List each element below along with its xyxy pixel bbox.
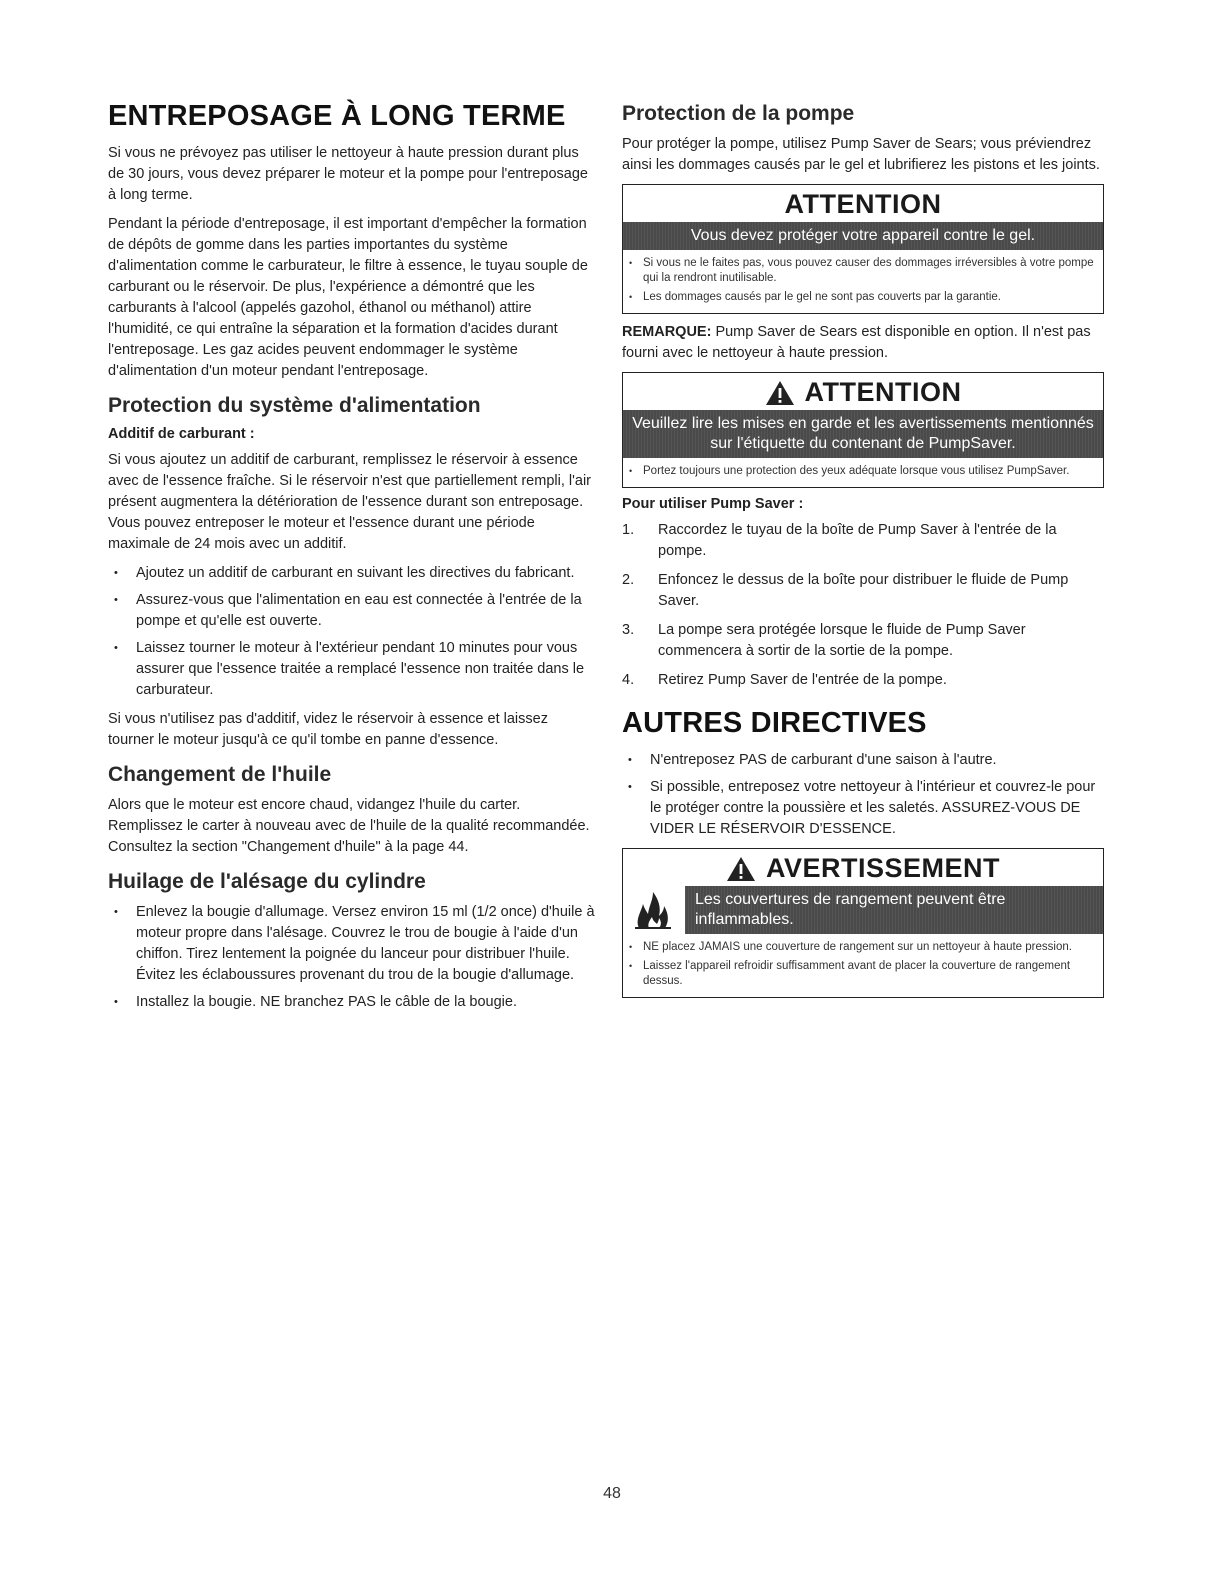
oil-change-heading: Changement de l'huile xyxy=(108,763,332,786)
step-number: 2. xyxy=(622,572,635,588)
warning-title xyxy=(623,849,1103,886)
right-column xyxy=(622,100,1104,1006)
list-item: • Laissez l'appareil refroidir suffisamment avant de placer la couverture de rangement dessus. xyxy=(623,959,1097,989)
page-number: 48 xyxy=(603,1485,621,1502)
list-item: • Si vous ne le faites pas, vous pouvez causer des dommages irréversibles à votre pompe qui la rendront inutilisable. xyxy=(623,256,1097,286)
pump-saver-steps xyxy=(622,520,1104,691)
cylinder-oiling-heading: Huilage de l'alésage du cylindre xyxy=(108,870,426,893)
other-directives-list xyxy=(622,750,1104,840)
intro-paragraph-1: Si vous ne prévoyez pas utiliser le nettoyeur à haute pression durant plus de 30 jours, vous devez préparer le moteur et la pompe pour l'entreposage à long terme. xyxy=(108,145,588,203)
list-item: • Laissez tourner le moteur à l'extérieur pendant 10 minutes pour vous assurer que l'essence traitée a remplacé l'essence non traitée dans le carburateur. xyxy=(108,638,596,701)
list-item: • Assurez-vous que l'alimentation en eau est connectée à l'entrée de la pompe et qu'elle est ouverte. xyxy=(108,590,596,632)
warning-triangle-icon xyxy=(765,380,795,406)
attention-title xyxy=(623,185,1103,222)
attention-title-text: ATTENTION xyxy=(784,189,942,219)
fuel-additive-subheading: Additif de carburant : xyxy=(108,426,255,442)
attention-bullet-list xyxy=(623,458,1103,487)
step-number: 1. xyxy=(622,522,635,538)
list-item: • Portez toujours une protection des yeux adéquate lorsque vous utilisez PumpSaver. xyxy=(623,464,1097,479)
step-text: Enfoncez le dessus de la boîte pour distribuer le fluide de Pump Saver. xyxy=(658,572,1069,609)
list-item: • N'entreposez PAS de carburant d'une saison à l'autre. xyxy=(622,750,1104,771)
attention-box-freeze xyxy=(622,184,1104,314)
cylinder-bullet-list xyxy=(108,902,596,1013)
left-column xyxy=(108,100,596,1021)
warning-bullet-list xyxy=(623,934,1103,997)
other-directives-heading: AUTRES DIRECTIVES xyxy=(622,707,927,739)
pump-protection-text: Pour protéger la pompe, utilisez Pump Saver de Sears; vous préviendrez ainsi les dommages causés par le gel et lubrifierez les pistons et les joints. xyxy=(622,136,1100,173)
step-item xyxy=(622,520,1104,562)
step-number: 3. xyxy=(622,622,635,638)
warning-triangle-icon xyxy=(726,856,756,882)
step-text: Retirez Pump Saver de l'entrée de la pompe. xyxy=(658,672,947,688)
attention-box-pumpsaver xyxy=(622,372,1104,488)
page-title: ENTREPOSAGE À LONG TERME xyxy=(108,100,566,132)
no-additive-text: Si vous n'utilisez pas d'additif, videz le réservoir à essence et laissez tourner le moteur jusqu'à ce qu'il tombe en panne d'essence. xyxy=(108,711,548,748)
warning-title-text: AVERTISSEMENT xyxy=(765,853,1001,883)
warning-band: Les couvertures de rangement peuvent être inflammables. xyxy=(685,886,1103,934)
pump-protection-heading: Protection de la pompe xyxy=(622,102,855,125)
list-item: • NE placez JAMAIS une couverture de rangement sur un nettoyeur à haute pression. xyxy=(623,940,1097,955)
remark-paragraph xyxy=(622,322,1104,364)
list-item: • Ajoutez un additif de carburant en suivant les directives du fabricant. xyxy=(108,563,596,584)
step-item xyxy=(622,670,1104,691)
list-item: • Si possible, entreposez votre nettoyeur à l'intérieur et couvrez-le pour le protéger contre la poussière et les saletés. ASSUREZ-VOUS DE VIDER LE RÉSERVOIR D'ESSENCE. xyxy=(622,777,1104,840)
attention-title xyxy=(623,373,1103,410)
remark-text: Pump Saver de Sears est disponible en option. Il n'est pas fourni avec le nettoyeur à haute pression. xyxy=(622,324,1091,361)
fire-hazard-icon xyxy=(623,886,685,934)
intro-paragraph-2: Pendant la période d'entreposage, il est important d'empêcher la formation de dépôts de gomme dans les parties importantes du système d'alimentation comme le carburateur, le filtre à essence, le tuyau souple de carburant ou le réservoir. De plus, l'expérience a démontré que les carburants à l'alcool (appelés gazohol, éthanol ou méthanol) attire l'humidité, ce qui entraîne la séparation et la formation d'acides durant l'entreposage. Les gaz acides peuvent endommager le système d'alimentation d'un moteur pendant l'entreposage. xyxy=(108,216,588,379)
step-number: 4. xyxy=(622,672,635,688)
step-text: La pompe sera protégée lorsque le fluide de Pump Saver commencera à sortir de la sortie de la pompe. xyxy=(658,622,1026,659)
attention-band: Vous devez protéger votre appareil contre le gel. xyxy=(623,222,1103,250)
attention-band: Veuillez lire les mises en garde et les avertissements mentionnés sur l'étiquette du contenant de PumpSaver. xyxy=(623,410,1103,458)
oil-change-text: Alors que le moteur est encore chaud, vidangez l'huile du carter. Remplissez le carter à nouveau avec de l'huile de la qualité recommandée. Consultez la section "Changement d'huile" à la page 44. xyxy=(108,797,590,855)
list-item: • Enlevez la bougie d'allumage. Versez environ 15 ml (1/2 once) d'huile à moteur propre dans l'alésage. Couvrez le trou de bougie à l'aide d'un chiffon. Tirez lentement la poignée du lanceur pour distribuer l'huile. Évitez les éclaboussures provenant du trou de la bougie d'allumage. xyxy=(108,902,596,986)
fuel-additive-text: Si vous ajoutez un additif de carburant, remplissez le réservoir à essence avec de l'essence fraîche. Si le réservoir n'est que partiellement rempli, l'air présent augmentera la détérioration de l'essence durant son entreposage. Vous pouvez entreposer le moteur et l'essence durant une période maximale de 24 mois avec un additif. xyxy=(108,452,591,552)
fuel-system-heading: Protection du système d'alimentation xyxy=(108,394,481,417)
warning-band-row xyxy=(623,886,1103,934)
attention-bullet-list xyxy=(623,250,1103,313)
attention-title-text: ATTENTION xyxy=(804,377,962,407)
use-pump-saver-heading: Pour utiliser Pump Saver : xyxy=(622,496,804,512)
list-item: • Installez la bougie. NE branchez PAS le câble de la bougie. xyxy=(108,992,596,1013)
warning-box-covers xyxy=(622,848,1104,998)
remark-label: REMARQUE: xyxy=(622,324,712,340)
step-text: Raccordez le tuyau de la boîte de Pump Saver à l'entrée de la pompe. xyxy=(658,522,1057,559)
list-item: • Les dommages causés par le gel ne sont pas couverts par la garantie. xyxy=(623,290,1097,305)
fuel-bullet-list xyxy=(108,563,596,701)
step-item xyxy=(622,620,1104,662)
step-item xyxy=(622,570,1104,612)
